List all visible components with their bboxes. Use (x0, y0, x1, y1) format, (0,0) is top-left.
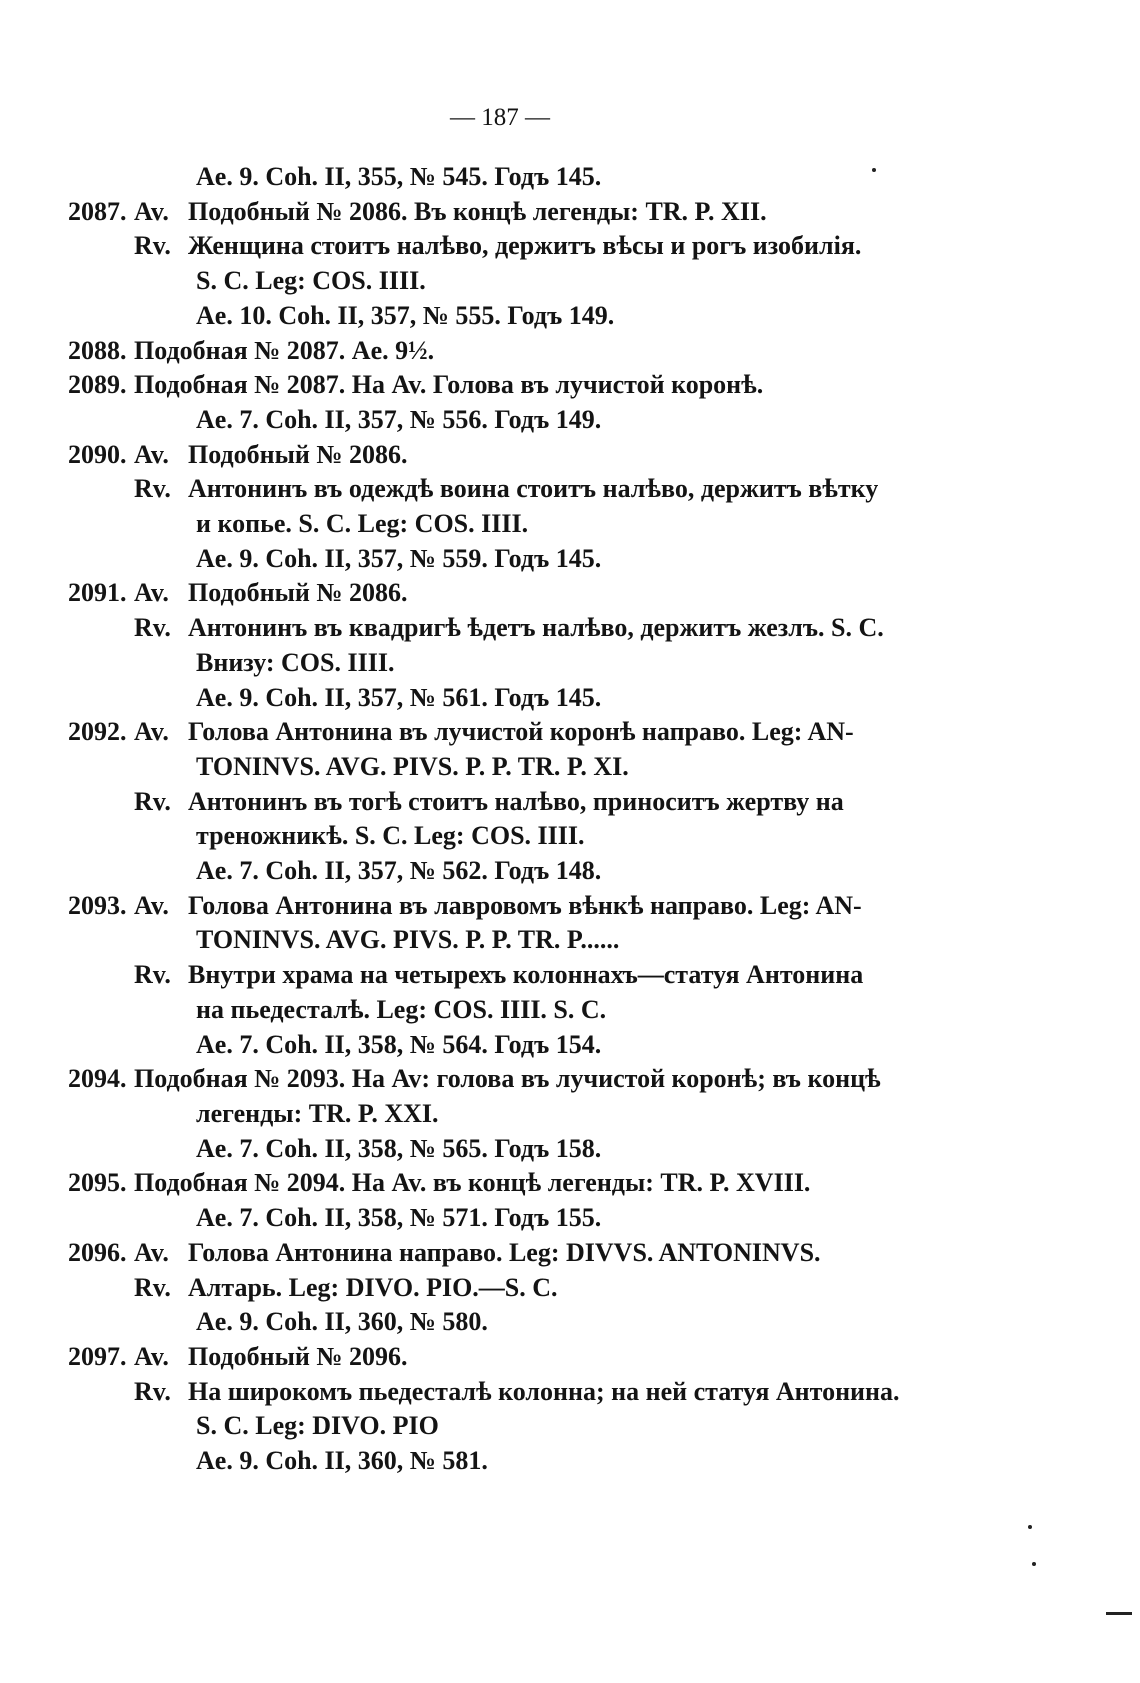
obverse-label: Av. (134, 1341, 169, 1371)
entry-text: Подобная № 2087. На Av. Голова въ лучистой коронѣ. (134, 370, 764, 400)
entry-number: 2087. (68, 196, 127, 226)
entry-text: Подобный № 2096. (188, 1341, 408, 1371)
reverse-label: Rv. (134, 231, 171, 261)
catalog-line (68, 1409, 1028, 1444)
reference-text: Ae. 7. Coh. II, 357, № 562. Годъ 148. (196, 856, 602, 886)
catalog-line (68, 1444, 1028, 1479)
entry-text: Подобный № 2086. Въ концѣ легенды: TR. P. XII. (188, 196, 767, 226)
entry-number: 2097. (68, 1341, 127, 1371)
catalog-line (68, 889, 1028, 924)
entry-text: Подобная № 2087. Ae. 9½. (134, 335, 435, 365)
entry-text: Антонинъ въ тогѣ стоитъ налѣво, приноситъ жертву на (188, 786, 844, 816)
speck-mark (1032, 1562, 1036, 1566)
continuation-text: S. C. Leg: DIVO. PIO (196, 1411, 439, 1441)
reference-text: Ae. 9. Coh. II, 357, № 559. Годъ 145. (196, 543, 602, 573)
entry-text: На широкомъ пьедесталѣ колонна; на ней статуя Антонина. (188, 1376, 900, 1406)
catalog-line (68, 715, 1028, 750)
obverse-label: Av. (134, 717, 169, 747)
catalog-line (68, 403, 1028, 438)
catalog-line (68, 1271, 1028, 1306)
page-number: — 187 — (450, 104, 550, 131)
entry-text: Подобная № 2094. На Av. въ концѣ легенды: TR. P. XVIII. (134, 1168, 811, 1198)
reference-text: Ae. 10. Coh. II, 357, № 555. Годъ 149. (196, 300, 615, 330)
reference-text: Ae. 9. Coh. II, 357, № 561. Годъ 145. (196, 682, 602, 712)
reverse-label: Rv. (134, 786, 171, 816)
catalog-line (68, 681, 1028, 716)
catalog-line (68, 334, 1028, 369)
entry-text: Антонинъ въ квадригѣ ѣдетъ налѣво, держитъ жезлъ. S. C. (188, 613, 884, 643)
reverse-label: Rv. (134, 960, 171, 990)
obverse-label: Av. (134, 578, 169, 608)
reverse-label: Rv. (134, 1376, 171, 1406)
entry-text: Подобный № 2086. (188, 439, 408, 469)
catalog-line (68, 819, 1028, 854)
entry-text: Голова Антонина въ лавровомъ вѣнкѣ направо. Leg: AN- (188, 890, 862, 920)
continuation-text: S. C. Leg: COS. IIII. (196, 266, 426, 296)
reference-text: Ae. 9. Coh. II, 360, № 581. (196, 1446, 488, 1476)
catalog-line (68, 646, 1028, 681)
reference-text: Ae. 9. Coh. II, 355, № 545. Годъ 145. (196, 162, 602, 191)
reference-text: Ae. 7. Coh. II, 358, № 564. Годъ 154. (196, 1029, 602, 1059)
catalog-line (68, 611, 1028, 646)
entry-number: 2092. (68, 717, 127, 747)
obverse-label: Av. (134, 890, 169, 920)
entry-text: Алтарь. Leg: DIVO. PIO.—S. C. (188, 1272, 558, 1302)
entry-text: Внутри храма на четырехъ колоннахъ—статуя Антонина (188, 960, 864, 990)
entry-text: Голова Антонина направо. Leg: DIVVS. ANTONINVS. (188, 1237, 821, 1267)
catalog-line (68, 1201, 1028, 1236)
obverse-label: Av. (134, 196, 169, 226)
reference-text: Ae. 9. Coh. II, 360, № 580. (196, 1307, 488, 1337)
catalog-line (68, 472, 1028, 507)
catalog-line (68, 576, 1028, 611)
obverse-label: Av. (134, 1237, 169, 1267)
catalog-line (68, 1236, 1028, 1271)
entry-text: Подобная № 2093. На Av: голова въ лучистой коронѣ; въ концѣ (134, 1064, 881, 1094)
catalog-line (68, 507, 1028, 542)
entry-number: 2091. (68, 578, 127, 608)
reference-text: Ae. 7. Coh. II, 358, № 565. Годъ 158. (196, 1133, 602, 1163)
catalog-line (68, 1132, 1028, 1167)
reverse-label: Rv. (134, 474, 171, 504)
catalog-line (68, 229, 1028, 264)
catalog-line (68, 750, 1028, 785)
catalog-line (68, 1375, 1028, 1410)
catalog-line (68, 542, 1028, 577)
catalog-line (68, 1340, 1028, 1375)
entry-number: 2093. (68, 890, 127, 920)
continuation-text: легенды: TR. P. XXI. (196, 1098, 439, 1128)
entry-number: 2089. (68, 370, 127, 400)
reference-text: Ae. 7. Coh. II, 358, № 571. Годъ 155. (196, 1203, 602, 1233)
catalog-line (68, 368, 1028, 403)
continuation-text: на пьедесталѣ. Leg: COS. IIII. S. C. (196, 994, 607, 1024)
catalog-line (68, 1062, 1028, 1097)
entry-text: Голова Антонина въ лучистой коронѣ направо. Leg: AN- (188, 717, 854, 747)
catalog-line (68, 1028, 1028, 1063)
entry-text: Женщина стоитъ налѣво, держитъ вѣсы и рогъ изобилія. (188, 231, 862, 261)
continuation-text: и копье. S. C. Leg: COS. IIII. (196, 509, 529, 539)
speck-mark (872, 168, 876, 172)
margin-dash (1106, 1612, 1132, 1615)
catalog-line (68, 195, 1028, 230)
obverse-label: Av. (134, 439, 169, 469)
catalog-line (68, 923, 1028, 958)
entry-number: 2095. (68, 1168, 127, 1198)
catalog-line (68, 958, 1028, 993)
catalog-line (68, 993, 1028, 1028)
entry-text: Подобный № 2086. (188, 578, 408, 608)
catalog-line (68, 299, 1028, 334)
catalog-line (68, 1166, 1028, 1201)
entry-number: 2094. (68, 1064, 127, 1094)
entry-text: Антонинъ въ одеждѣ воина стоитъ налѣво, держитъ вѣтку (188, 474, 879, 504)
catalog-line (68, 1305, 1028, 1340)
reverse-label: Rv. (134, 1272, 171, 1302)
catalog-line (68, 1097, 1028, 1132)
entry-number: 2090. (68, 439, 127, 469)
catalog-text (68, 160, 1028, 1479)
catalog-line (68, 438, 1028, 473)
continuation-text: TONINVS. AVG. PIVS. P. P. TR. P...... (196, 925, 620, 955)
continuation-text: TONINVS. AVG. PIVS. P. P. TR. P. XI. (196, 751, 629, 781)
catalog-line (68, 160, 1028, 195)
reverse-label: Rv. (134, 613, 171, 643)
continuation-text: треножникѣ. S. C. Leg: COS. IIII. (196, 821, 585, 851)
catalog-line (68, 264, 1028, 299)
catalog-line (68, 785, 1028, 820)
entry-number: 2088. (68, 335, 127, 365)
entry-number: 2096. (68, 1237, 127, 1267)
catalog-line (68, 854, 1028, 889)
speck-mark (1028, 1525, 1032, 1529)
reference-text: Ae. 7. Coh. II, 357, № 556. Годъ 149. (196, 404, 602, 434)
continuation-text: Внизу: COS. IIII. (196, 647, 395, 677)
